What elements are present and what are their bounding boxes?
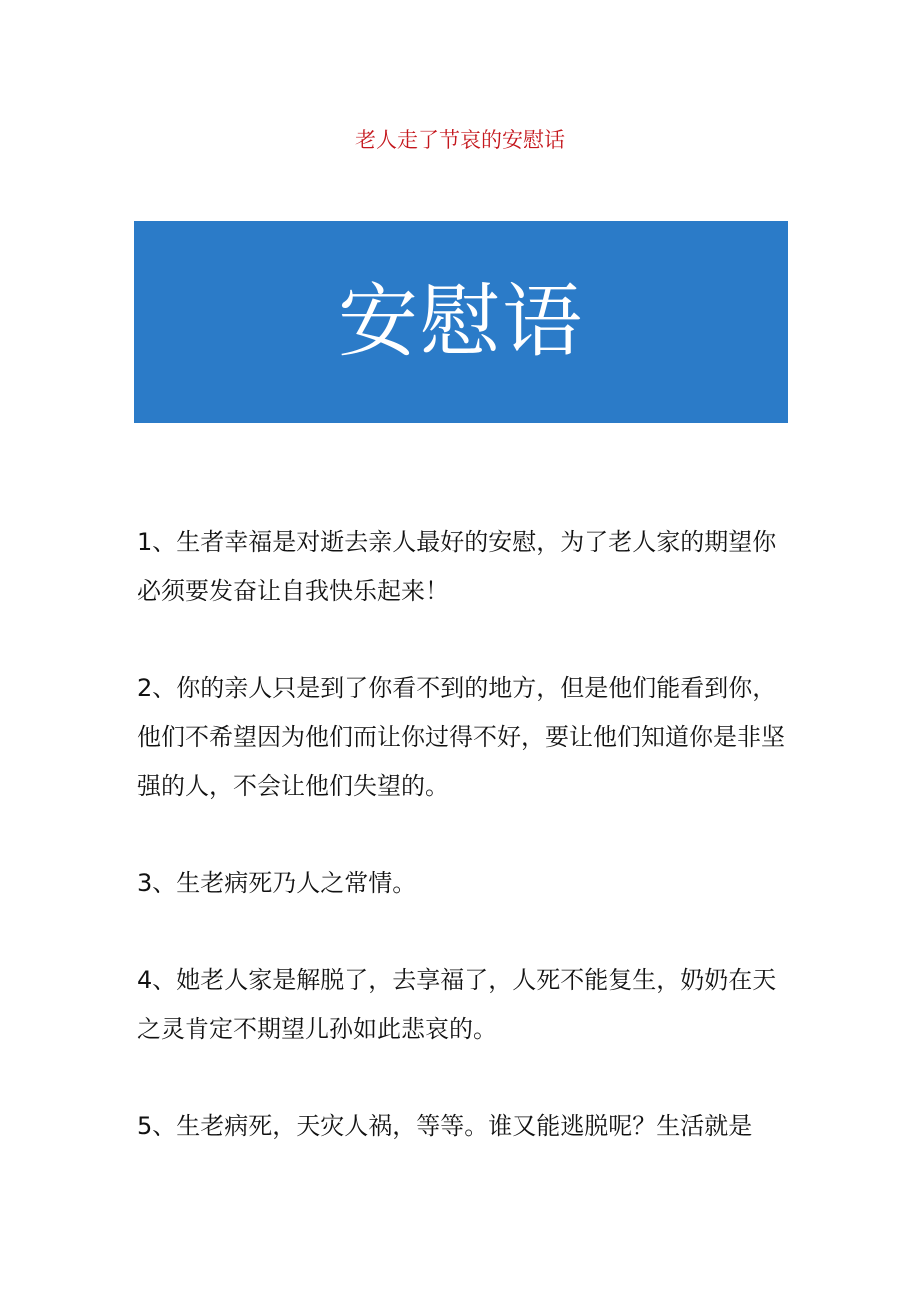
paragraph-4: 4、她老人家是解脱了，去享福了，人死不能复生，奶奶在天之灵肯定不期望儿孙如此悲哀的。 — [137, 966, 777, 1043]
banner-text: 安慰语 — [338, 275, 584, 368]
paragraph-2: 2、你的亲人只是到了你看不到的地方，但是他们能看到你，他们不希望因为他们而让你过得不好，要让他们知道你是非坚强的人，不会让他们失望的。 — [137, 674, 785, 800]
paragraph-1: 1、生者幸福是对逝去亲人最好的安慰，为了老人家的期望你必须要发奋让自我快乐起来！ — [137, 528, 777, 605]
paragraph-3: 3、生老病死乃人之常情。 — [137, 869, 417, 897]
document-title: 老人走了节哀的安慰话 — [355, 128, 565, 152]
paragraph-5: 5、生老病死，天灾人祸，等等。谁又能逃脱呢？生活就是 — [137, 1112, 753, 1140]
banner — [134, 221, 788, 423]
paragraph-list — [137, 518, 787, 1199]
